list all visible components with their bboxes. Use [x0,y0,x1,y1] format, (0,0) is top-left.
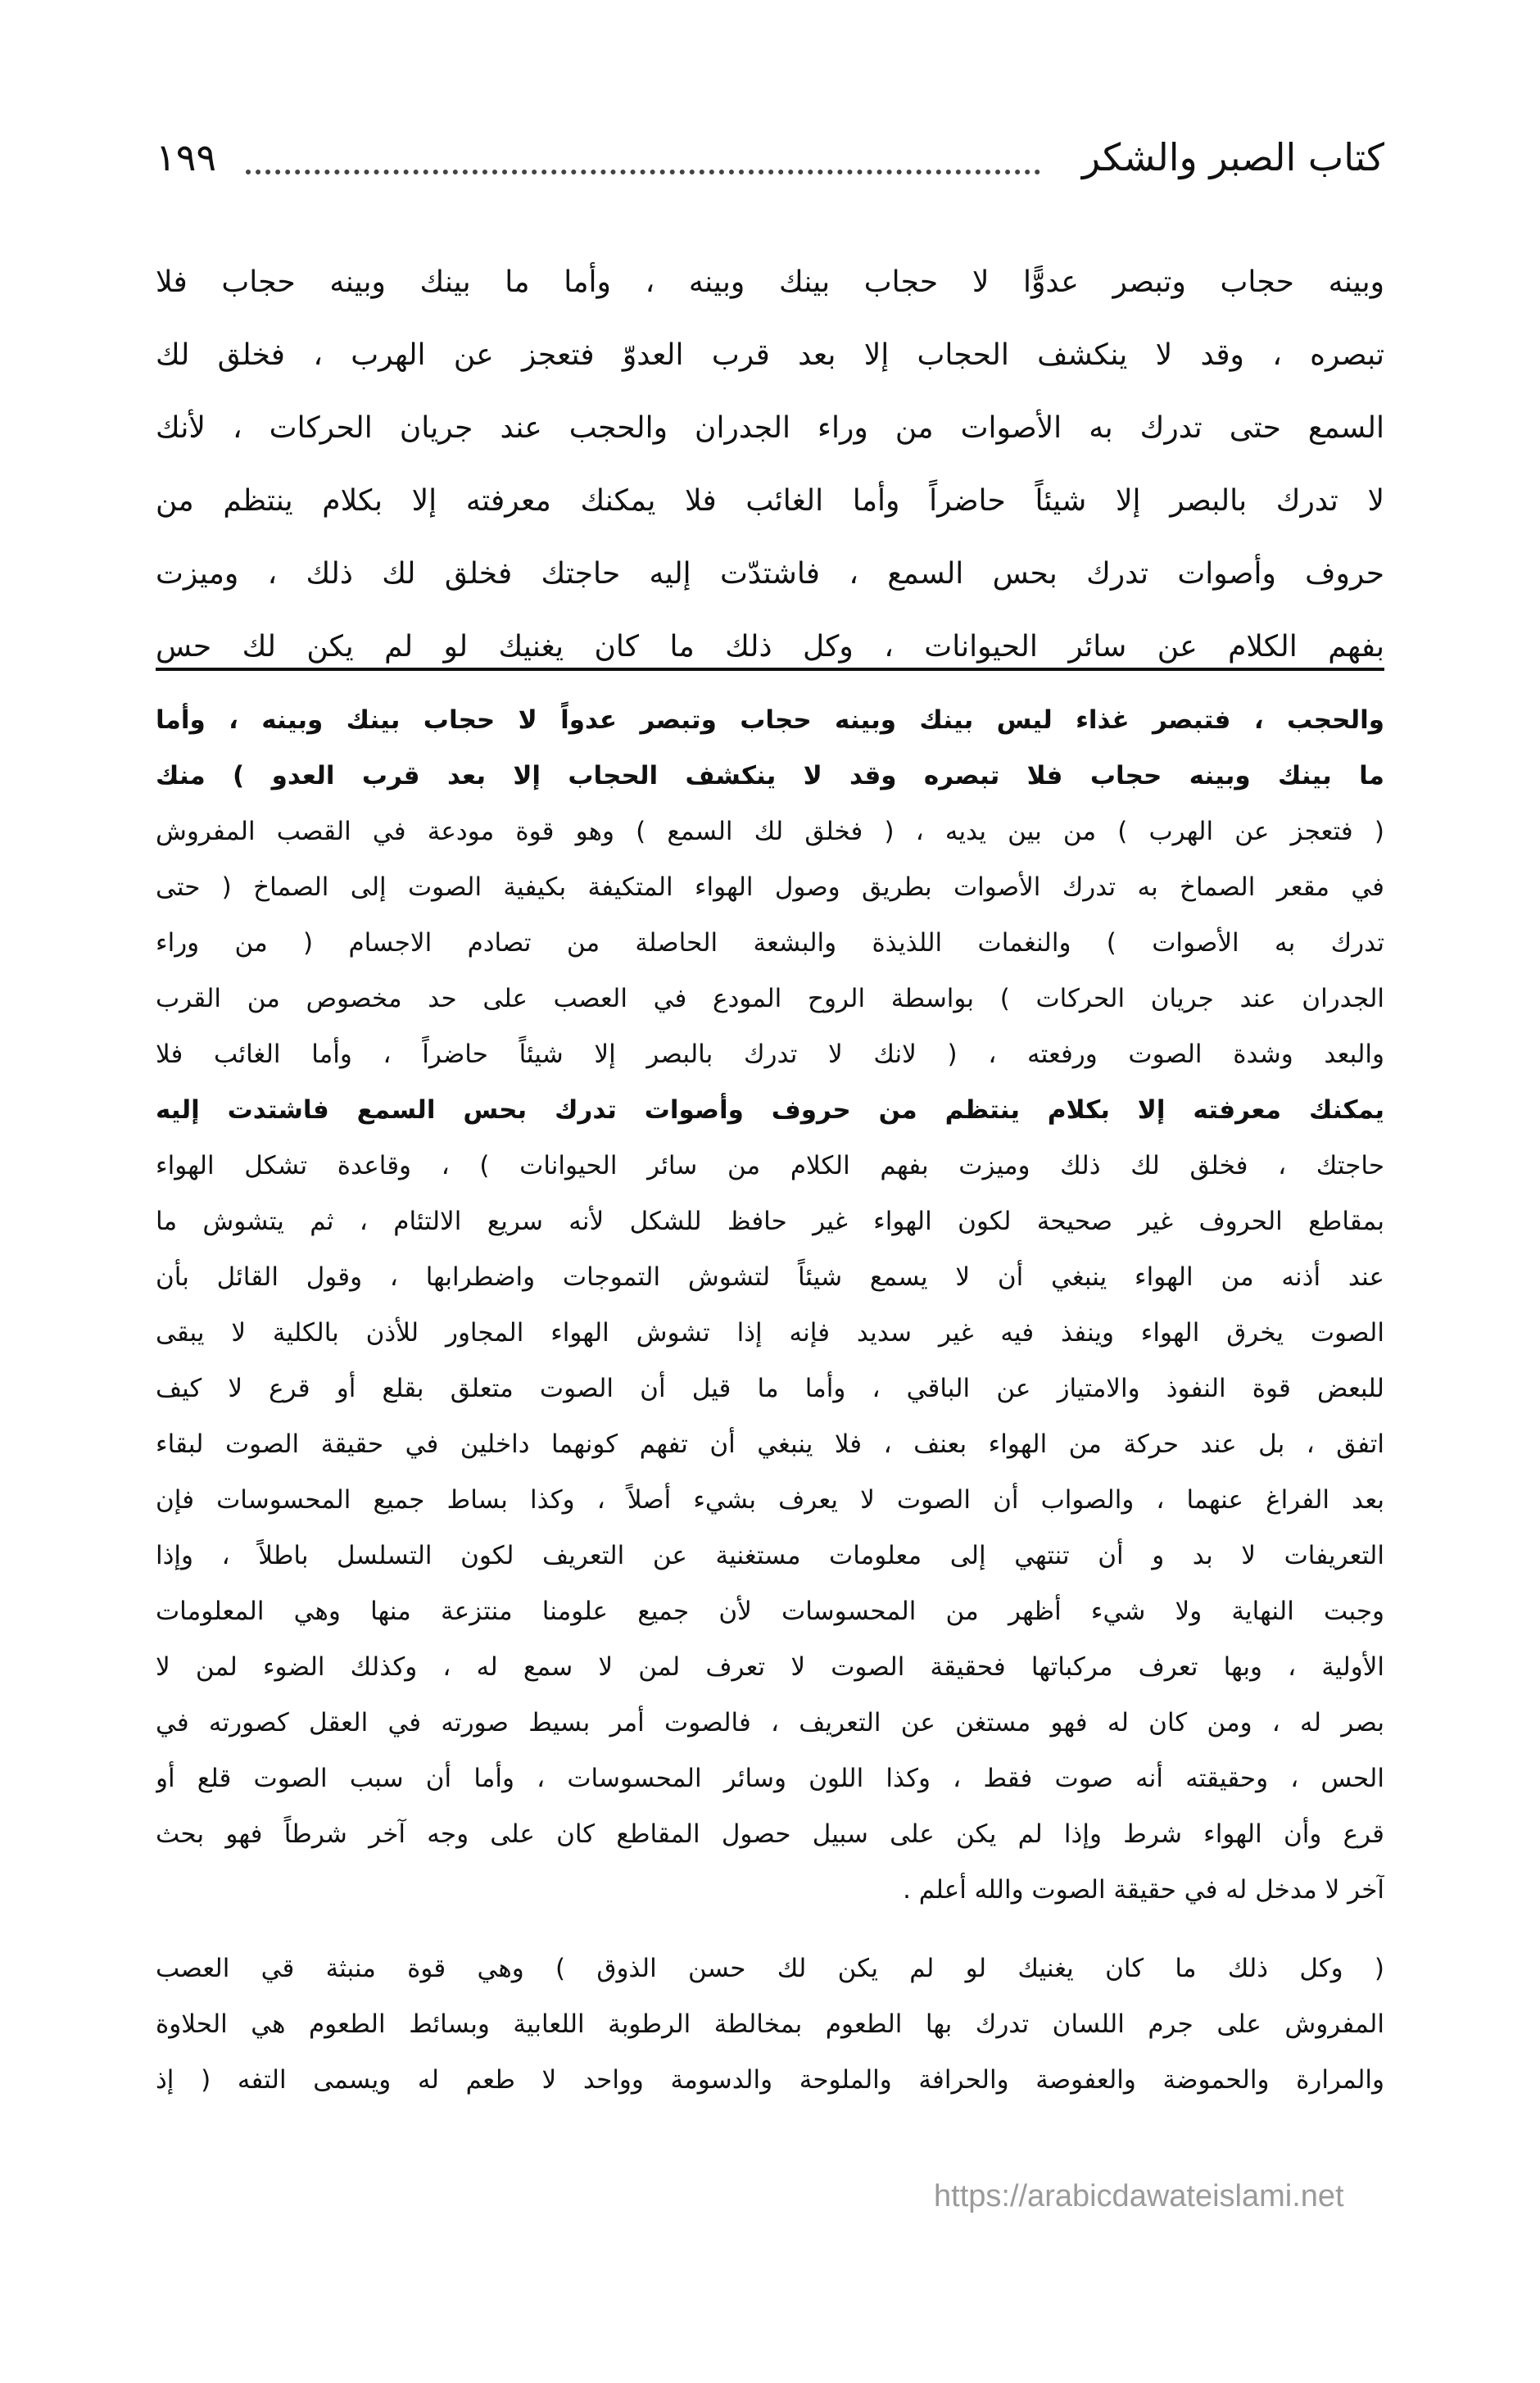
paragraph-gap [156,1918,1384,1941]
page-number: ١٩٩ [156,135,217,179]
main-text-line: بفهم الكلام عن سائر الحيوانات ، وكل ذلك ما كان يغنيك لو لم يكن لك حس [156,630,1384,664]
commentary-line: في مقعر الصماخ به تدرك الأصوات بطريق وصول الهواء المتكيفة بكيفية الصوت إلى الصماخ ( حتى [156,872,1384,902]
commentary-line: آخر لا مدخل له في حقيقة الصوت والله أعلم . [903,1875,1384,1905]
commentary-line: يمكنك معرفته إلا بكلام ينتظم من حروف وأصوات تدرك بحس السمع فاشتدت إليه [156,1095,1384,1125]
main-text-line: وبينه حجاب وتبصر عدوًّا لا حجاب بينك وبينه ، وأما ما بينك وبينه حجاب فلا [156,265,1384,299]
running-header [156,135,1384,193]
commentary-line: والمرارة والحموضة والعفوصة والحرافة والملوحة والدسومة وواحد لا طعم له ويسمى التفه ( إذ [156,2065,1384,2095]
commentary-line: ( فتعجز عن الهرب ) من بين يديه ، ( فخلق لك السمع ) وهو قوة مودعة في القصب المفروش [156,817,1384,846]
watermark-url: https://arabicdawateislami.net [934,2179,1344,2213]
commentary-line: والبعد وشدة الصوت ورفعته ، ( لانك لا تدرك بالبصر إلا شيئاً حاضراً ، وأما الغائب فلا [156,1040,1384,1069]
commentary-block [156,692,1384,2108]
commentary-line: الجدران عند جريان الحركات ) بواسطة الروح المودع في العصب على حد مخصوص من القرب [156,984,1384,1013]
commentary-line: للبعض قوة النفوذ والامتياز عن الباقي ، وأما ما قيل أن الصوت متعلق بقلع أو قرع لا كيف [156,1374,1384,1403]
commentary-line: بعد الفراغ عنهما ، والصواب أن الصوت لا يعرف بشيء أصلاً ، وكذا بساط جميع المحسوسات فإن [156,1485,1384,1515]
commentary-line: التعريفات لا بد و أن تنتهي إلى معلومات مستغنية عن التعريف لكون التسلسل باطلاً ، وإذا [156,1541,1384,1570]
commentary-line: المفروش على جرم اللسان تدرك بها الطعوم بمخالطة الرطوبة اللعابية وبسائط الطعوم هي الحلاوة [156,2009,1384,2039]
main-text-line: السمع حتى تدرك به الأصوات من وراء الجدران والحجب عند جريان الحركات ، لأنك [156,411,1384,445]
commentary-line: وجبت النهاية ولا شيء أظهر من المحسوسات لأن جميع علومنا منتزعة منها وهي المعلومات [156,1597,1384,1626]
commentary-line: بصر له ، ومن كان له فهو مستغن عن التعريف ، فالصوت أمر بسيط صورته في العقل كصورته في [156,1708,1384,1737]
commentary-line: قرع وأن الهواء شرط وإذا لم يكن على سبيل حصول المقاطع كان على وجه آخر شرطاً فهو بحث [156,1819,1384,1849]
main-text-line: لا تدرك بالبصر إلا شيئاً حاضراً وأما الغائب فلا يمكنك معرفته إلا بكلام ينتظم من [156,484,1384,518]
dotted-leader [246,170,1040,174]
separator-rule [156,668,1384,671]
commentary-line: ما بينك وبينه حجاب فلا تبصره وقد لا ينكشف الحجاب إلا بعد قرب العدو ) منك [156,761,1384,791]
main-text-line: حروف وأصوات تدرك بحس السمع ، فاشتدّت إليه حاجتك فخلق لك ذلك ، وميزت [156,557,1384,591]
commentary-line: الصوت يخرق الهواء وينفذ فيه غير سديد فإنه إذا تشوش الهواء المجاور للأذن بالكلية لا يبقى [156,1318,1384,1348]
main-text-block [156,246,1384,683]
book-title: كتاب الصبر والشكر [1081,135,1384,179]
commentary-line: حاجتك ، فخلق لك ذلك وميزت بفهم الكلام من سائر الحيوانات ) ، وقاعدة تشكل الهواء [156,1151,1384,1180]
commentary-line: اتفق ، بل عند حركة من الهواء بعنف ، فلا ينبغي أن تفهم كونهما داخلين في حقيقة الصوت لبقاء [156,1429,1384,1459]
commentary-line: تدرك به الأصوات ) والنغمات اللذيذة والبشعة الحاصلة من تصادم الاجسام ( من وراء [156,928,1384,958]
commentary-line: والحجب ، فتبصر غذاء ليس بينك وبينه حجاب وتبصر عدواً لا حجاب بينك وبينه ، وأما [156,705,1384,735]
main-text-line: تبصره ، وقد لا ينكشف الحجاب إلا بعد قرب العدوّ فتعجز عن الهرب ، فخلق لك [156,338,1384,372]
commentary-line: عند أذنه من الهواء ينبغي أن لا يسمع شيئاً لتشوش التموجات واضطرابها ، وقول القائل بأن [156,1262,1384,1292]
commentary-line: الحس ، وحقيقته أنه صوت فقط ، وكذا اللون وسائر المحسوسات ، وأما أن سبب الصوت قلع أو [156,1764,1384,1793]
commentary-line: ( وكل ذلك ما كان يغنيك لو لم يكن لك حسن الذوق ) وهي قوة منبثة قي العصب [156,1954,1384,1983]
commentary-line: بمقاطع الحروف غير صحيحة لكون الهواء غير حافظ للشكل لأنه سريع الالتئام ، ثم يتشوش ما [156,1207,1384,1236]
commentary-line: الأولية ، وبها تعرف مركباتها فحقيقة الصوت لا تعرف لمن لا سمع له ، وكذلك الضوء لمن لا [156,1652,1384,1682]
